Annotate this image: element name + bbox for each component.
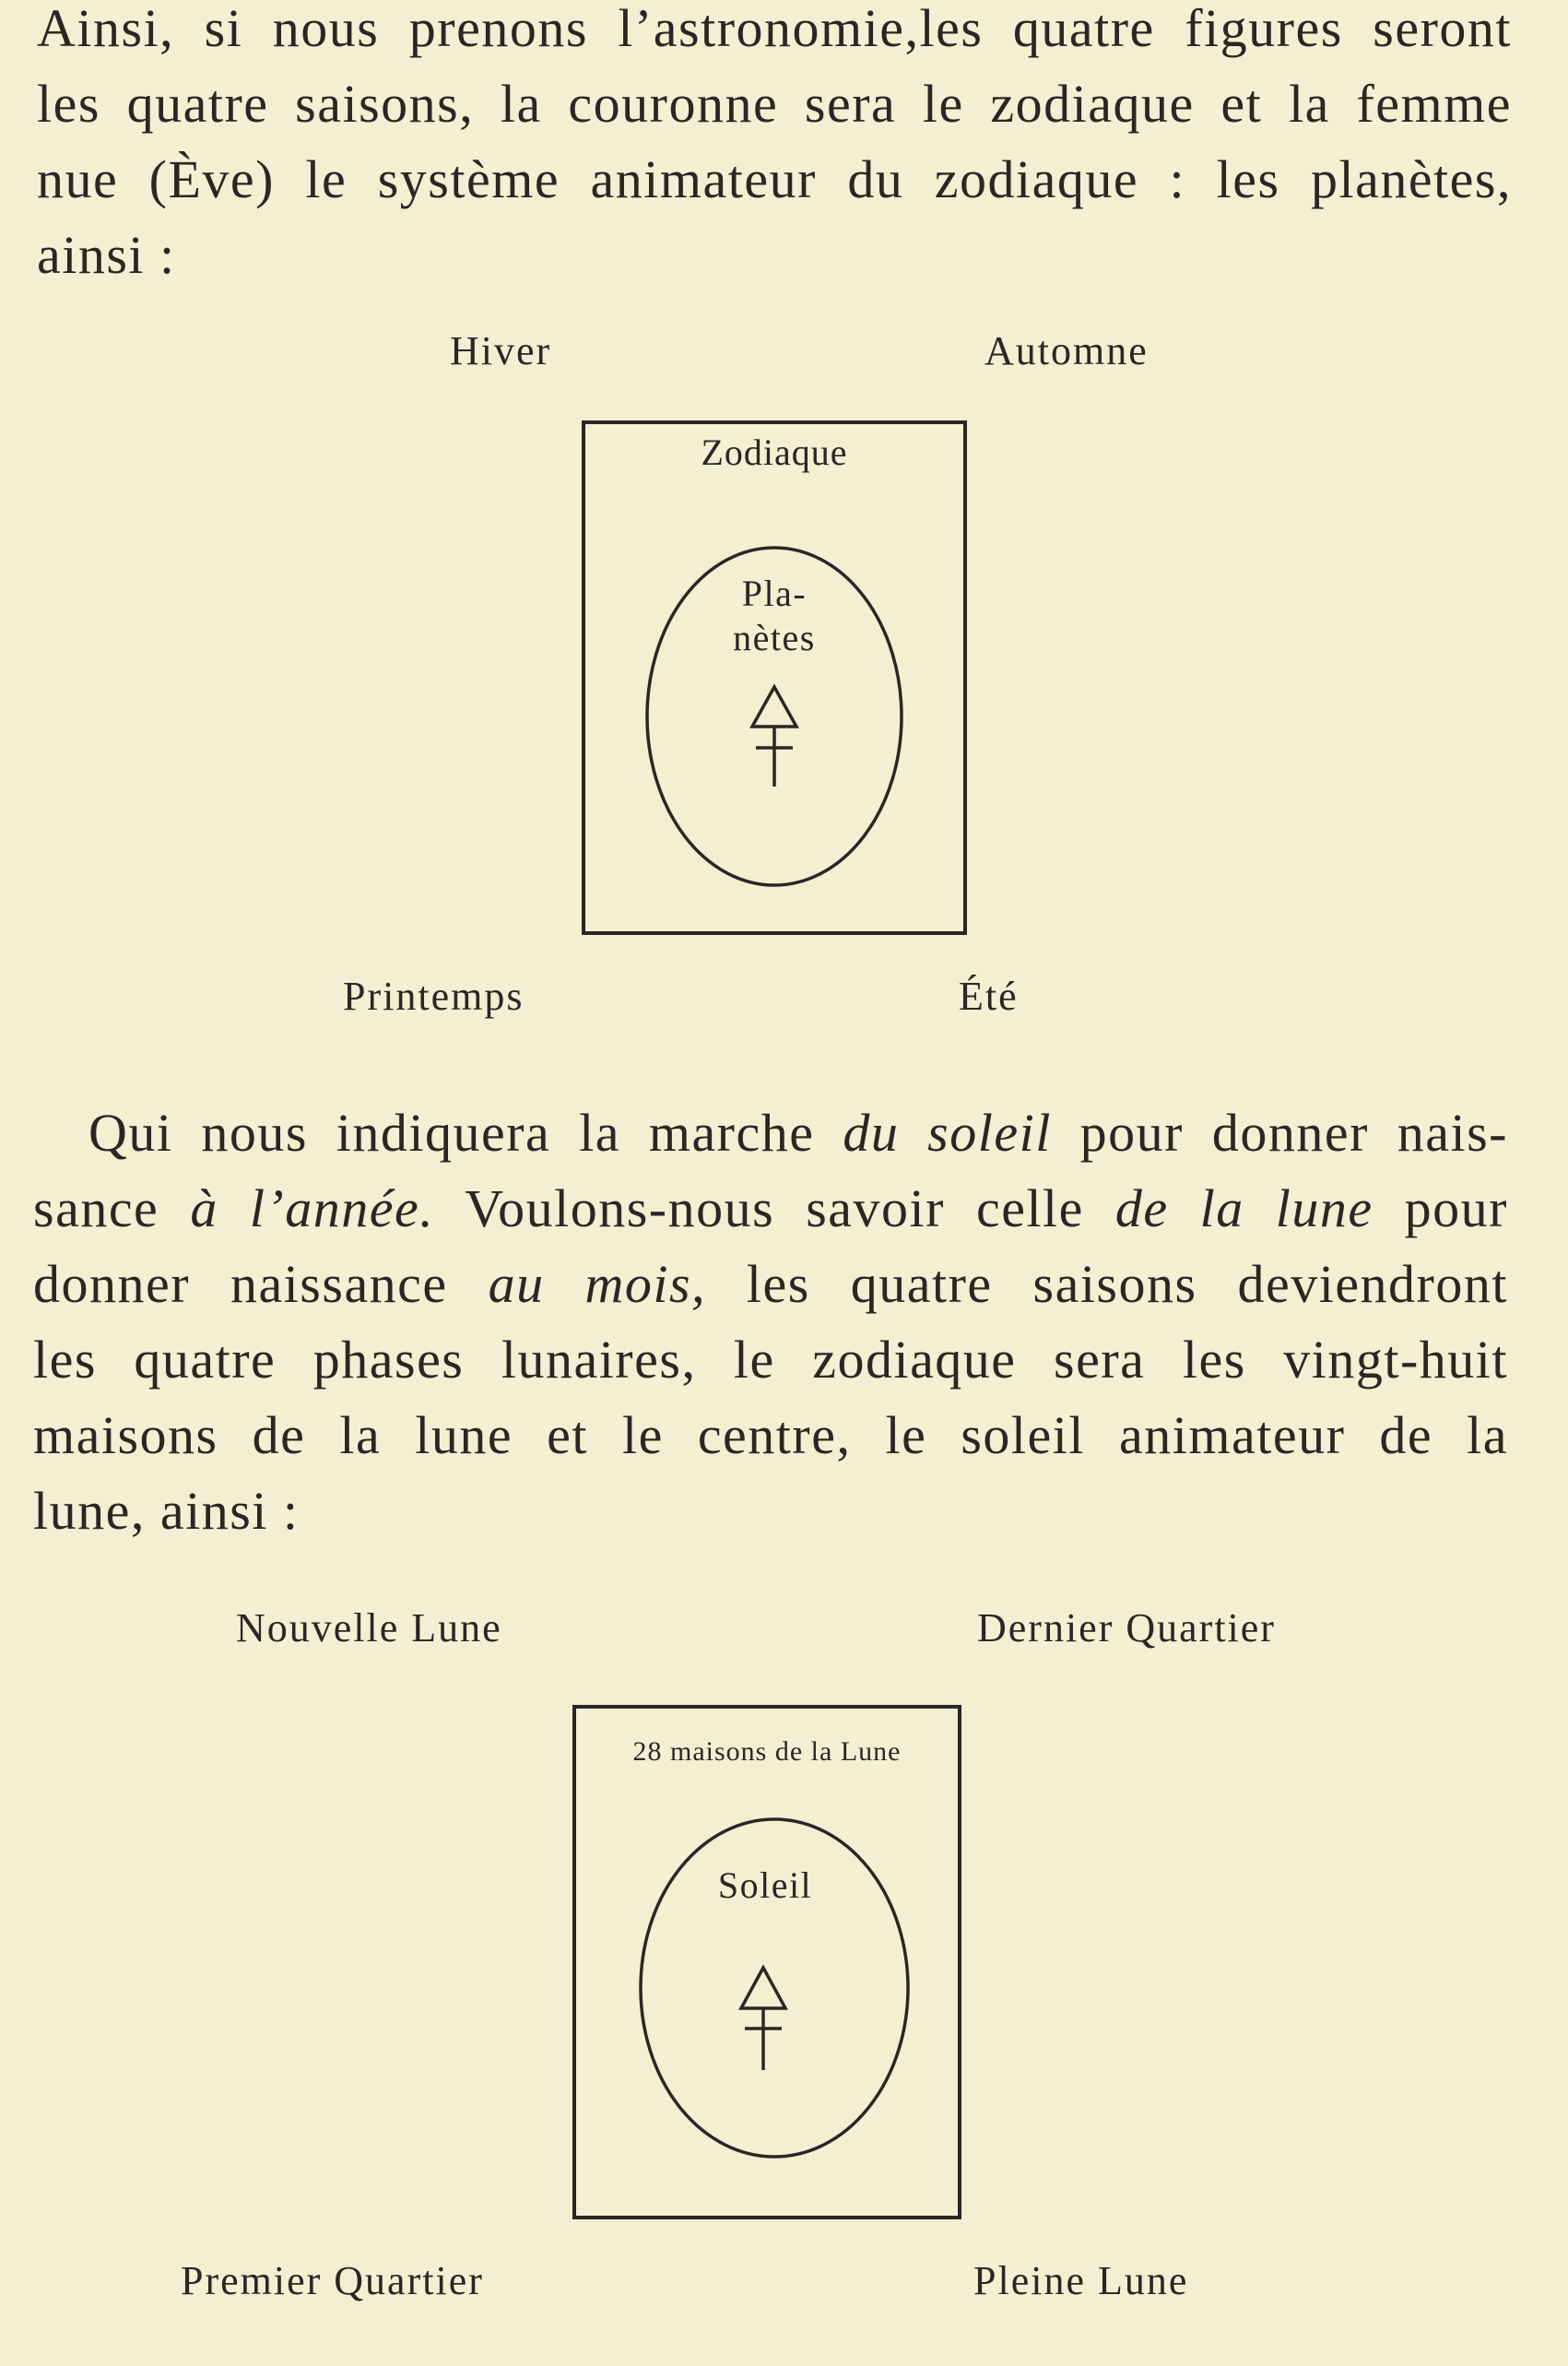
box-title-zodiaque: Zodiaque [701,432,848,473]
text-line: lune, ainsi : [33,1481,300,1541]
text-line [33,1095,1508,1171]
text-run: Qui nous indiquera la marche [88,1103,843,1163]
text-line: les quatre saisons, la couronne sera le zodiaque et la femme [37,74,1512,134]
paragraph-astronomy [37,0,1512,293]
text-line: Ainsi, si nous prenons l’astronomie,les quatre figures seront [37,0,1512,58]
text-run: pour donner nais- [1051,1103,1508,1163]
text-run: les quatre saisons deviendront [706,1254,1508,1314]
label-premier-quartier: Premier Quartier [181,2258,484,2303]
italic-text: à l’année. [190,1178,435,1238]
label-nouvelle-lune: Nouvelle Lune [236,1605,502,1650]
venus-triangle-symbol [752,687,796,787]
italic-text: au mois, [488,1254,707,1314]
italic-text: de la lune [1114,1178,1373,1238]
text-line [33,1247,1508,1322]
text-line: ainsi : [37,225,176,285]
paragraph-moon [33,1095,1508,1549]
label-pleine-lune: Pleine Lune [973,2258,1189,2303]
text-run: Voulons-nous savoir celle [434,1178,1115,1238]
label-ete: Été [959,974,1019,1019]
text-line: les quatre phases lunaires, le zodiaque sera les vingt-huit [33,1330,1508,1390]
label-dernier-quartier: Dernier Quartier [977,1605,1276,1650]
label-hiver: Hiver [450,328,552,373]
text-run: pour [1373,1178,1508,1238]
inner-label-planetes [682,572,867,660]
moon-frame-graphic [572,1704,962,2220]
text-line: nue (Ève) le système animateur du zodiaque : les planètes, [37,149,1512,209]
venus-triangle-symbol [741,1968,785,2070]
box-title-28-maisons: 28 maisons de la Lune [632,1736,902,1767]
text-run: sance [33,1178,191,1238]
italic-text: du soleil [843,1103,1052,1163]
moon-diagram [572,1704,962,2220]
label-printemps: Printemps [343,974,525,1019]
inner-label-soleil: Soleil [717,1864,813,1906]
zodiac-diagram [581,420,968,936]
zodiac-frame-graphic [581,420,968,936]
inner-label-line: Pla- [741,573,808,614]
text-line [33,1171,1508,1247]
label-automne: Automne [984,328,1149,373]
text-run: donner naissance [33,1254,489,1314]
inner-label-line: nètes [733,617,816,658]
text-line: maisons de la lune et le centre, le soleil animateur de la [33,1405,1508,1465]
